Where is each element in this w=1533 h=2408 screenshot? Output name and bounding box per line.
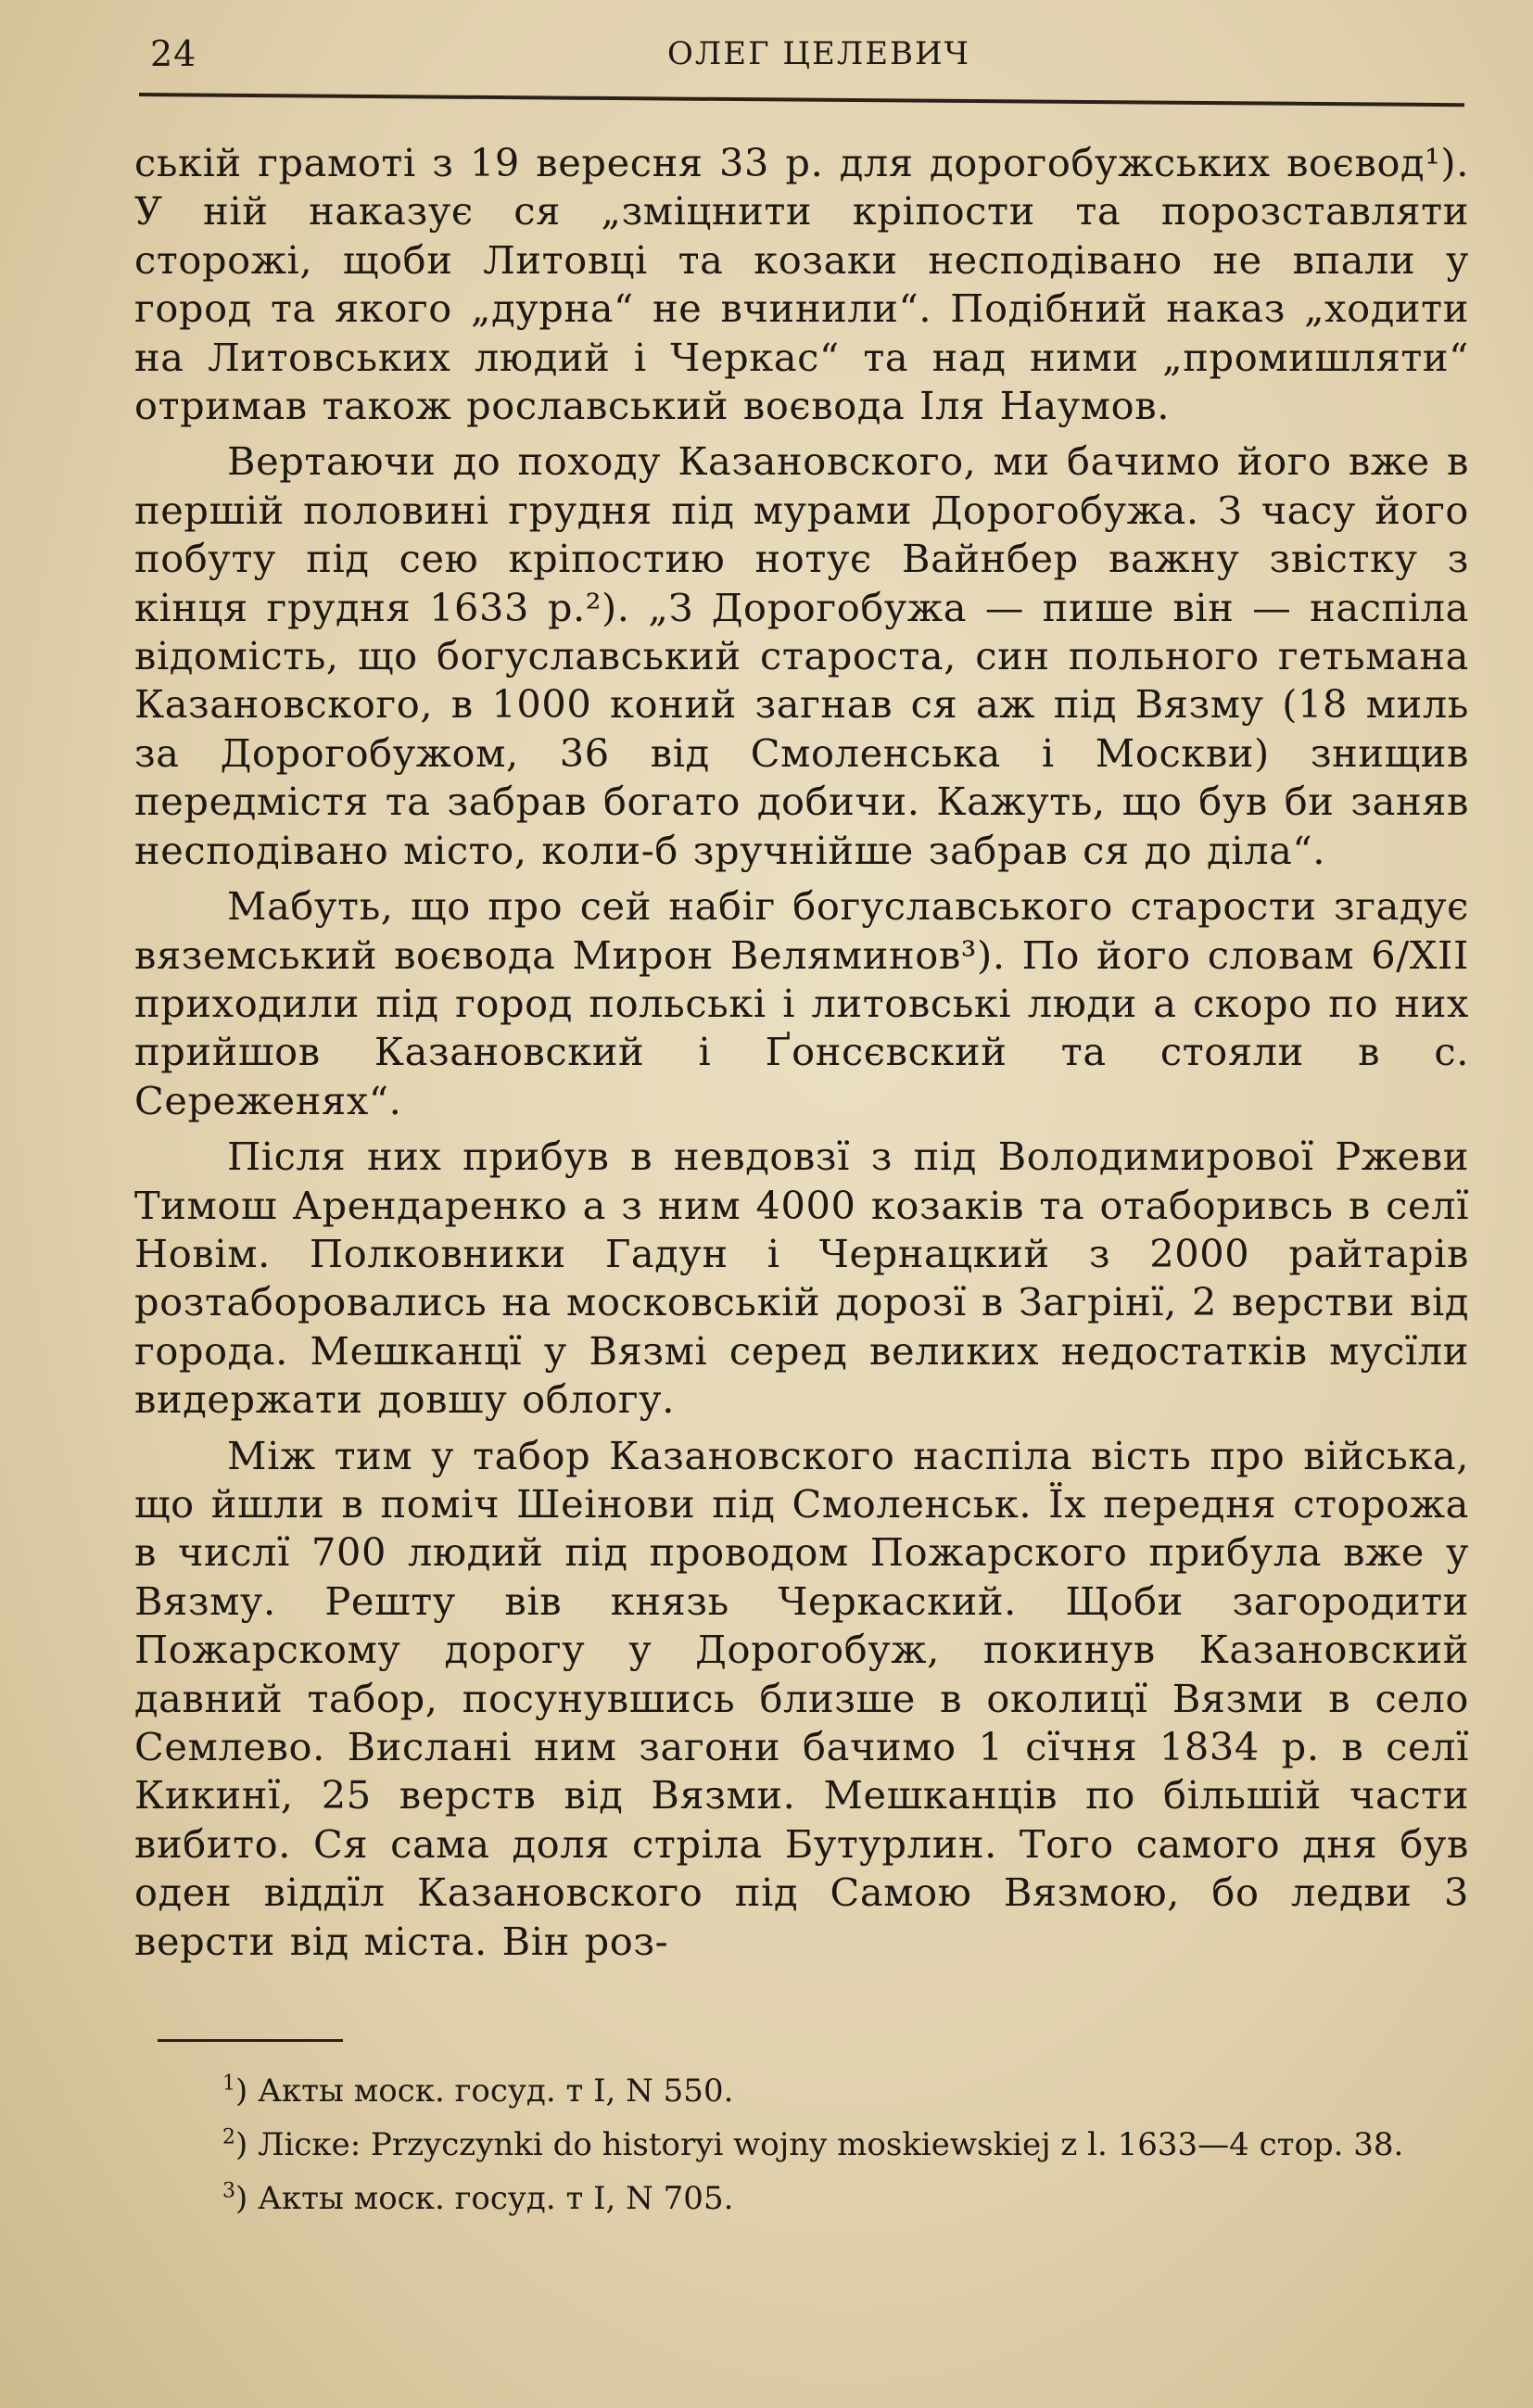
paragraph: ській грамоті з 19 вересня 33 р. для дорогобужських воєвод¹). У ній наказує ся „зміцнити кріпости та порозставляти сторожі, щоби Литовці та козаки несподівано не впали у город та якого „дурна“ не вчинили“. Подібний наказ „ходити на Литовських людий і Черкас“ та над ними „промишляти“ отримав також рославський воєвода Іля Наумов. (134, 140, 1469, 429)
running-head: ОЛЕГ ЦЕЛЕВИЧ (667, 35, 970, 72)
footnote-mark: 1 (222, 2072, 235, 2096)
footnotes (130, 2069, 1464, 2230)
footnote: $^3$) Акты моск. госуд. т I, N 705. (222, 2179, 734, 2217)
footnote-mark: 3 (222, 2179, 235, 2203)
paragraph: Мабуть, що про сей набіг богуславського старости згадує вяземський воєвода Мирон Веляминов³). По його словам 6/XII приходили під город польські і литовські люди а скоро по них прийшов Казановский і Ґонсєвский та стояли в с. Сереженях“. (134, 883, 1469, 1123)
footnote-text: Акты моск. госуд. т I, N 705. (258, 2180, 734, 2217)
paragraph: Вертаючи до походу Казановского, ми бачимо його вже в першій половині грудня під мурами Дорогобужа. З часу його побуту під сею кріпостию нотує Вайнбер важну звістку з кінця грудня 1633 р.²). „З Дорогобужа — пише він — наспіла відомість, що богуславський староста, син польного гетьмана Казановского, в 1000 коний загнав ся аж під Вязму (18 миль за Дорогобужом, 36 від Смоленська і Москви) знищив передмістя та забрав богато добичи. Кажуть, що був би заняв несподівано місто, коли-б зручнійше забрав ся до діла“. (134, 438, 1469, 873)
footnote-text: Акты моск. госуд. т I, N 550. (258, 2072, 734, 2110)
footnote-text: Ліске: Przyczynki do historyi wojny moskiewskiej z l. 1633—4 стор. 38. (258, 2126, 1404, 2163)
paragraph: Між тим у табор Казановского наспіла вість про військa, що йшли в поміч Шеінови під Смоленськ. Їх передня сторожа в числї 700 людий під проводом Пожарского прибула вже у Вязму. Решту вів князь Черкаский. Щоби загородити Пожарскому дорогу у Дорогобуж, покинув Казановский давний табор, посунувшись близше в околицї Вязми в село Семлево. Вислані ним загони бачимо 1 сїчня 1834 р. в селї Кикинї, 25 верств від Вязми. Мешканців по більшій части вибито. Ся сама доля стріла Бутурлин. Того самого дня був оден віддїл Казановского під Самою Вязмою, бо ледви 3 версти від міста. Він роз- (134, 1432, 1469, 1964)
footnote: $^2$) Ліске: Przyczynki do historyi wojny moskiewskiej z l. 1633—4 стор. 38. (222, 2125, 1404, 2163)
paragraph: Після них прибув в невдовзї з під Володимирової Ржеви Тимош Арендаренко а з ним 4000 козаків та отаборивсь в селї Новім. Полковники Гадун і Чернацкий з 2000 райтарів розтаборовались на московській дорозї в Загрінї, 2 верстви від города. Мешканцї у Вязмі серед великих недостатків мусїли видержати довшу облогу. (134, 1134, 1469, 1423)
body-text (134, 139, 1469, 1973)
page-header (139, 28, 1474, 102)
header-rule (139, 93, 1464, 107)
footnote-mark: 2 (222, 2125, 235, 2149)
footnote-rule (158, 2039, 343, 2042)
page-number: 24 (150, 33, 197, 74)
footnote: $^1$) Акты моск. госуд. т I, N 550. (222, 2072, 734, 2110)
